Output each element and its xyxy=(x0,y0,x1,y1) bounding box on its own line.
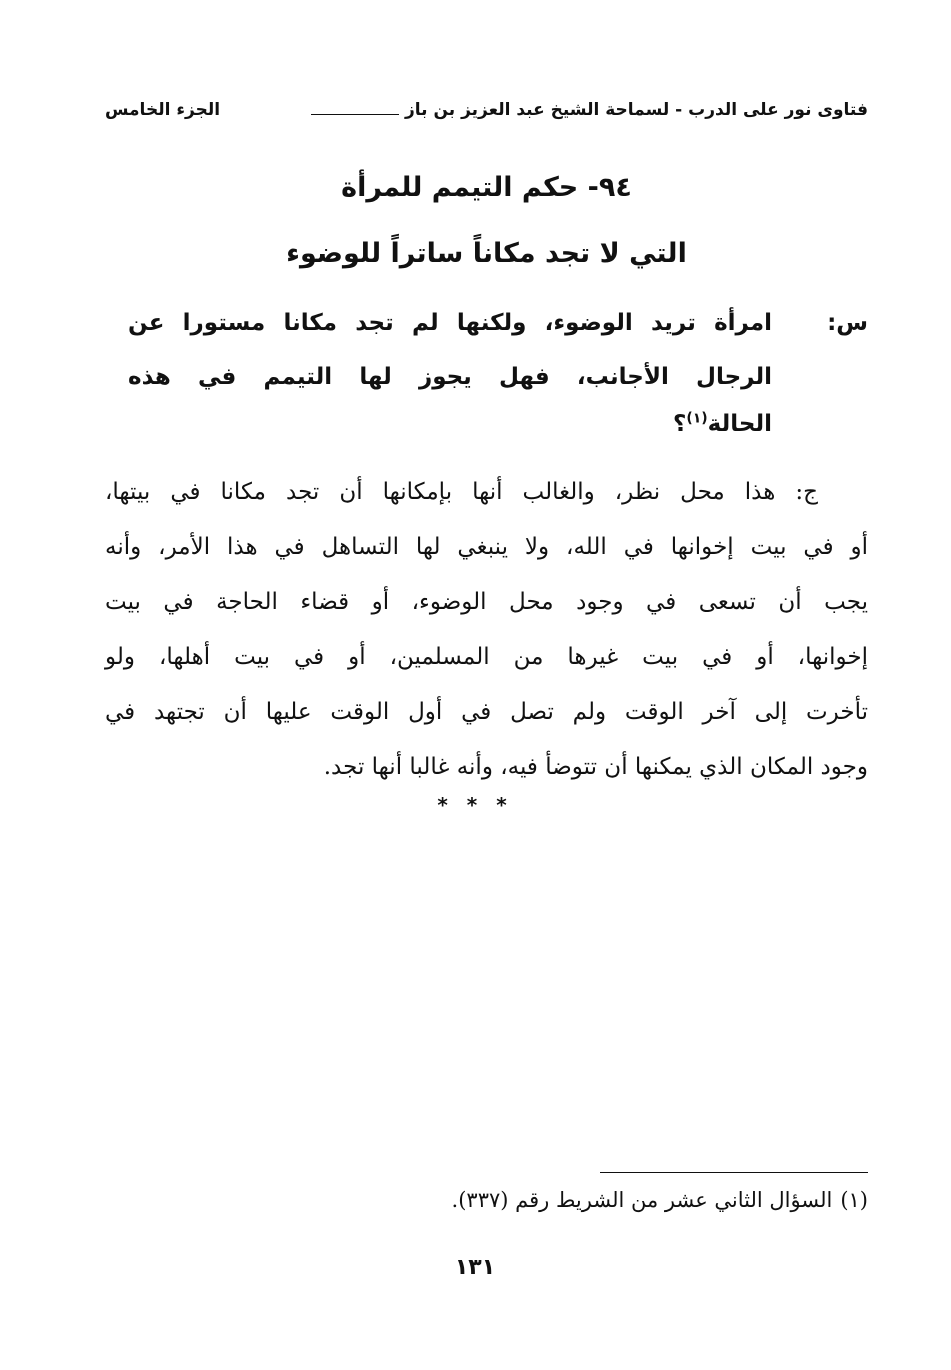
heading-line-1: ٩٤- حكم التيمم للمرأة xyxy=(341,172,632,203)
header-rule xyxy=(311,114,399,115)
footnote-text: السؤال الثاني عشر من الشريط رقم (٣٣٧). xyxy=(451,1188,833,1212)
volume-label: الجزء الخامس xyxy=(105,100,221,120)
answer-line-5: تأخرت إلى آخر الوقت ولم تصل في أول الوقت عليها أن تجتهد في xyxy=(105,699,868,725)
answer-line-2: أو في بيت إخوانها في الله، ولا ينبغي لها التساهل في هذا الأمر، وأنه xyxy=(105,534,868,560)
answer-line-1: ج: هذا محل نظر، والغالب أنها بإمكانها أن تجد مكانا في بيتها، xyxy=(105,479,818,505)
footnote-number: (١) xyxy=(840,1188,868,1212)
running-header xyxy=(105,93,868,127)
question-text-2: الرجال الأجانب، فهل يجوز لها التيمم في هذه xyxy=(128,364,772,390)
question-text-3: الحالة xyxy=(707,411,772,437)
page-number: ١٣١ xyxy=(454,1255,496,1280)
section-separator: * * * xyxy=(437,793,513,817)
footnote xyxy=(300,1180,868,1220)
footnote-reference[interactable]: (١) xyxy=(686,410,708,427)
answer-block xyxy=(105,465,868,795)
question-end-mark: ؟ xyxy=(672,411,687,437)
question-block xyxy=(128,298,868,460)
question-label: س: xyxy=(827,310,868,336)
running-header-title-group xyxy=(305,100,868,120)
question-text-1: امرأة تريد الوضوء، ولكنها لم تجد مكانا مستورا عن xyxy=(128,310,772,336)
question-line-2 xyxy=(128,352,868,406)
answer-line-4: إخوانها، أو في بيت غيرها من المسلمين، أو في بيت أهلها، ولو xyxy=(105,644,868,670)
answer-line-6: وجود المكان الذي يمكنها أن تتوضأ فيه، وأنه غالبا أنها تجد. xyxy=(323,754,868,780)
answer-line-3: يجب أن تسعى في وجود محل الوضوء، أو قضاء الحاجة في بيت xyxy=(105,589,868,615)
footnote-rule xyxy=(600,1172,868,1173)
heading-line-2: التي لا تجد مكاناً ساتراً للوضوء xyxy=(286,238,687,269)
fatwa-heading xyxy=(105,155,868,287)
book-title: فتاوى نور على الدرب - لسماحة الشيخ عبد العزيز بن باز xyxy=(405,100,868,120)
question-line-1 xyxy=(128,298,868,352)
question-line-3 xyxy=(128,406,868,460)
